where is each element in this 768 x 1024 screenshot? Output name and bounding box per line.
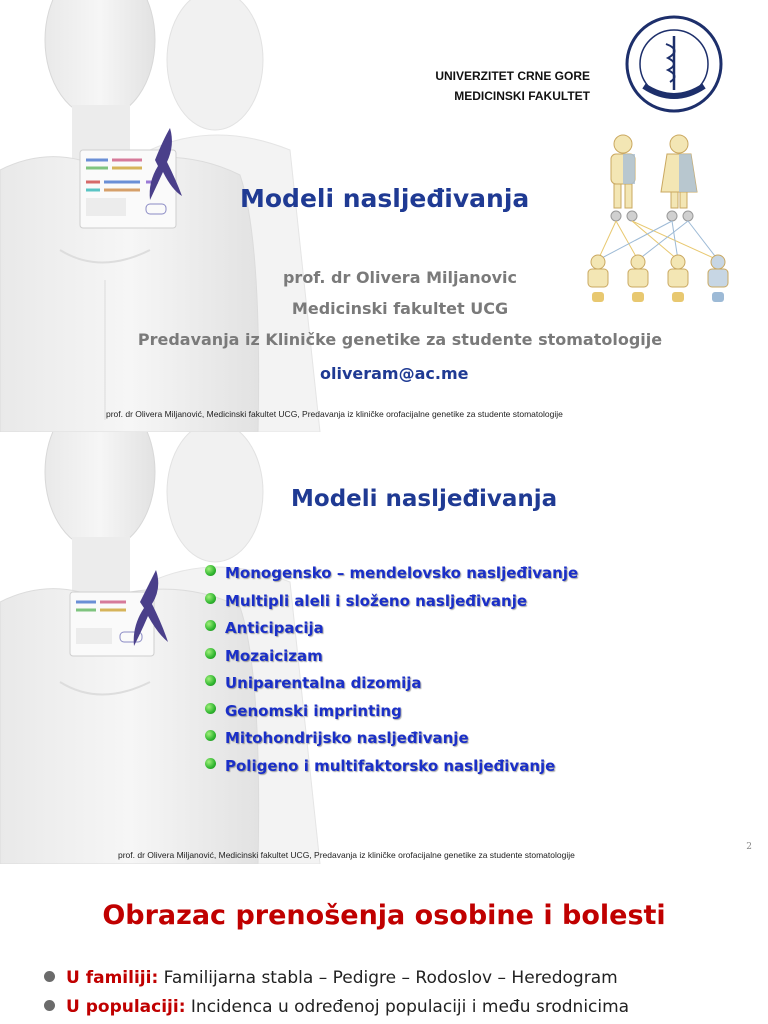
- bullet-icon: [205, 565, 216, 576]
- bullet-icon: [44, 1000, 55, 1011]
- list-item: Poligeno i multifaktorsko nasljeđivanje: [203, 757, 578, 785]
- slide-2-footer: prof. dr Olivera Miljanović, Medicinski fakultet UCG, Predavanja iz kliničke orofacijalne genetike za studente stomatologije: [118, 850, 575, 860]
- university-name: [435, 66, 590, 106]
- list-item: Uniparentalna dizomija: [203, 674, 578, 702]
- list-item: U familiji: Familijarna stabla – Pedigre – Rodoslov – Heredogram: [44, 968, 629, 997]
- slide-2-title: Modeli nasljeđivanja: [291, 486, 558, 512]
- bullet-icon: [205, 593, 216, 604]
- slide-2: [0, 432, 768, 864]
- bullet-icon: [205, 675, 216, 686]
- slide-1: [0, 0, 768, 432]
- inheritance-models-list: [203, 564, 578, 784]
- slide-1-title: Modeli nasljeđivanja: [240, 184, 530, 213]
- slide-3: [0, 864, 768, 1024]
- list-item: Mozaicizam: [203, 647, 578, 675]
- list-item: Multipli aleli i složeno nasljeđivanje: [203, 592, 578, 620]
- list-item: Genomski imprinting: [203, 702, 578, 730]
- slide-3-title: Obrazac prenošenja osobine i bolesti: [102, 900, 666, 931]
- bullet-icon: [205, 758, 216, 769]
- author-block: [0, 262, 768, 355]
- bullet-icon: [205, 703, 216, 714]
- bullet-icon: [205, 648, 216, 659]
- author-email-link[interactable]: oliveram@ac.me: [320, 364, 469, 383]
- author-name: prof. dr Olivera Miljanovic: [282, 268, 518, 287]
- course-name: Predavanja iz Kliničke genetike za studente stomatologije: [137, 330, 663, 349]
- bullet-icon: [205, 730, 216, 741]
- bullet-icon: [205, 620, 216, 631]
- medical-faculty-seal-icon: [624, 14, 724, 114]
- page-number: 2: [746, 842, 752, 852]
- university-line-2: MEDICINSKI FAKULTET: [454, 89, 590, 103]
- author-institution: Medicinski fakultet UCG: [291, 299, 509, 318]
- list-item: Mitohondrijsko nasljeđivanje: [203, 729, 578, 757]
- bullet-icon: [44, 971, 55, 982]
- list-item: Monogensko – mendelovsko nasljeđivanje: [203, 564, 578, 592]
- list-item: U populaciji: Incidenca u određenoj populaciji i među srodnicima: [44, 997, 629, 1024]
- transmission-pattern-list: [44, 968, 629, 1024]
- university-line-1: UNIVERZITET CRNE GORE: [435, 69, 590, 83]
- list-item: Anticipacija: [203, 619, 578, 647]
- slide-1-footer: prof. dr Olivera Miljanović, Medicinski fakultet UCG, Predavanja iz kliničke orofacijalne genetike za studente stomatologije: [106, 409, 563, 419]
